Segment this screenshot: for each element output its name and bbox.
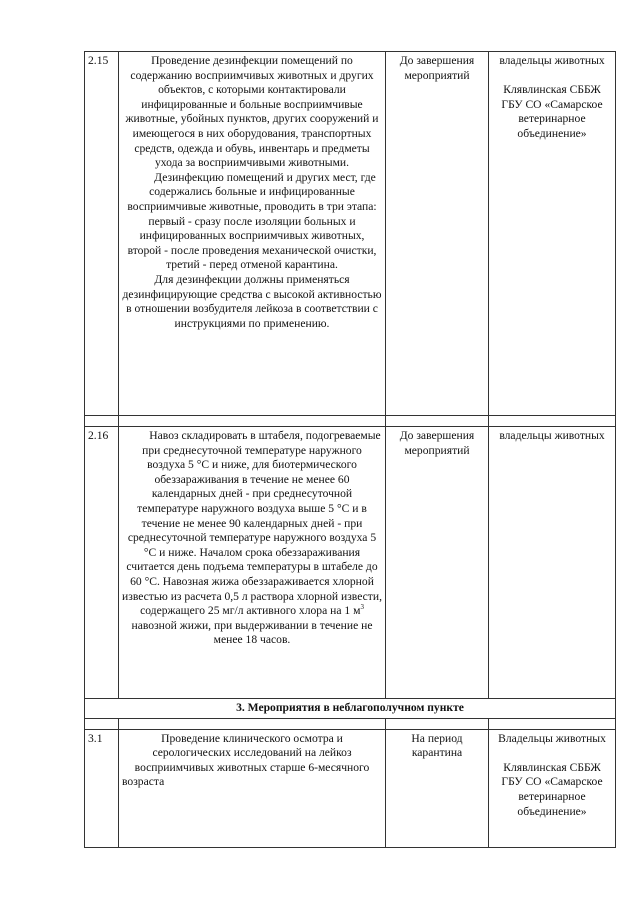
description-text: Навоз складировать в штабеля, подогреваемые при среднесуточной температуре наружного воздуха 5 °С и ниже, для биотермического обеззараживания в течение не менее 60 календарных дней - при среднесуточной температуре наружного воздуха выше 5 °С и в течение не менее 90 календарных дней - при среднесуточной температуре наружного воздуха 5 °С и ниже. Началом срока обеззараживания считается день подъема температуры в штабеле до 60 °С. Навозная жижа обеззараживается хлорной известью из расчета 0,5 л раствора хлорной извести, содержащего 25 мг/л активного хлора на 1 м (122, 429, 382, 618)
measure-description: Проведение клинического осмотра и серологических исследований на лейкоз восприимчивых животных старше 6-месячного возраста (119, 729, 386, 847)
responsible-organization: Клявлинская СББЖ ГБУ СО «Самарское ветеринарное объединение» (501, 83, 603, 140)
responsible-organization: Клявлинская СББЖ ГБУ СО «Самарское ветеринарное объединение» (501, 760, 603, 818)
description-paragraph: Дезинфекцию помещений и других мест, где содержались больные и инфицированные восприимчивые животные, проводить в три этапа: первый - сразу после изоляции больных и инфицированных восприимчивых животных, второй - после проведения механической очистки, третий - перед отменой карантина. (127, 170, 377, 272)
cell-spacer (492, 69, 612, 84)
row-number: 2.15 (85, 52, 119, 416)
responsible-cell (489, 52, 616, 416)
gap-cell (85, 718, 119, 729)
table-gap-row (85, 718, 616, 729)
responsible-owners: Владельцы животных (498, 731, 606, 745)
responsible-owners: владельцы животных (499, 429, 605, 442)
responsible-cell (489, 729, 616, 847)
gap-cell (85, 416, 119, 427)
table-row (85, 729, 616, 847)
gap-cell (386, 718, 489, 729)
description-paragraph (122, 429, 382, 648)
description-text-tail: навозной жижи, при выдерживании в течение не менее 18 часов. (131, 618, 373, 647)
superscript: 3 (360, 603, 364, 612)
deadline-cell: На период карантина (386, 729, 489, 847)
gap-cell (119, 416, 386, 427)
description-paragraph: Проведение дезинфекции помещений по содержанию восприимчивых животных и других объектов, с которыми контактировали инфицированные и больные восприимчивые животные, убойных пунктов, других сооружений и имеющегося в них оборудования, транспортных средств, одежда и обувь, инвентарь и предметы ухода за восприимчивыми животными. (125, 54, 379, 170)
deadline-cell: До завершения мероприятий (386, 427, 489, 699)
table-row (85, 52, 616, 416)
row-number: 3.1 (85, 729, 119, 847)
gap-cell (119, 718, 386, 729)
cell-spacer (492, 746, 612, 761)
responsible-owners: владельцы животных (499, 54, 605, 67)
gap-cell (386, 416, 489, 427)
table-row (85, 427, 616, 699)
deadline-cell: До завершения мероприятий (386, 52, 489, 416)
gap-cell (489, 416, 616, 427)
measure-description (119, 52, 386, 416)
section-row (85, 699, 616, 719)
table-gap-row (85, 416, 616, 427)
row-number: 2.16 (85, 427, 119, 699)
responsible-cell (489, 427, 616, 699)
measure-description (119, 427, 386, 699)
measures-table (84, 51, 616, 848)
description-paragraph: Для дезинфекции должны применяться дезинфицирующие средства с высокой активностью в отношении возбудителя лейкоза в соответствии с инструкциями по применению. (122, 272, 382, 330)
gap-cell (489, 718, 616, 729)
section-heading: 3. Мероприятия в неблагополучном пункте (85, 699, 616, 719)
